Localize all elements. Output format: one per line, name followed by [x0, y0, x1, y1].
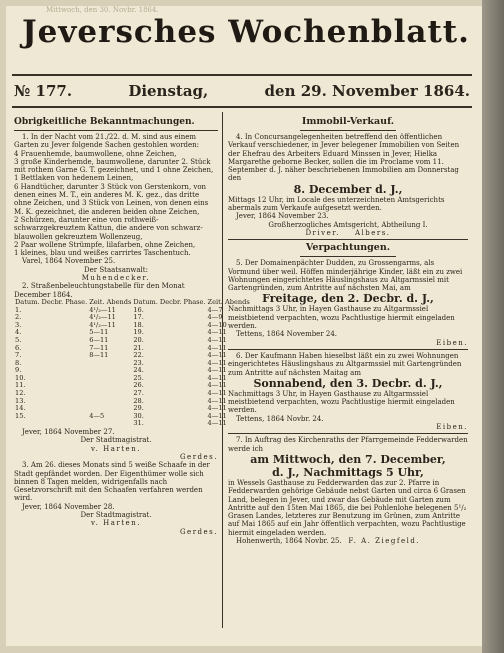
notice-1-signature: Muhendecker. [81, 274, 151, 283]
table-cell [88, 420, 132, 428]
notice-5-continued: Nachmittags 3 Uhr, in Hayen Gasthause zu Altgarmssiel meistbietend verpachten, wozu Pachtlustige hiermit eingeladen werden. [228, 305, 455, 331]
table-cell: 15. [15, 411, 26, 420]
table-cell: 4—10 [207, 320, 227, 329]
masthead-title: Jeversches Wochenblatt. [22, 14, 470, 50]
notice-1-item: 6 Handtücher, darunter 3 Stück von Gerstenkorn, von denen eines M. T., ein anderes M. K. gez., das dritte ohne Zeichen, und 3 Stück von Leinen, von denen eins M. K. gezeichnet, die anderen beiden ohne Zeichen, [14, 182, 209, 216]
notice-4-body: In Concursangelegenheiten betreffend den öffentlichen Verkauf verschiedener, in Jever belegener Immobilien von Seiten der Ehefrau des Arbeiters Eduard Minssen in Jever, Hielka Margarethe geborne Becker, sollen die im Proclame vom 11. September d. J. näher beschriebenen Immobilien am Donnerstag den [228, 133, 460, 183]
notice-6-text: 6. Der Kaufmann Haben hieselbst läßt ein zu zwei Wohnungen eingerichtetes Häuslingshaus zu Altgarmssiel mit Gartengründen zum Antritte auf nächsten Maitag am [228, 351, 462, 377]
notice-4-signature [228, 229, 468, 237]
table-cell [88, 367, 132, 375]
table-cell: 4—11 [207, 419, 227, 428]
table-cell [88, 382, 132, 390]
table-cell: 4—11 [207, 358, 227, 367]
page-edge-shadow [482, 0, 504, 653]
table-cell: 4—11 [207, 389, 227, 398]
table-cell [183, 405, 207, 413]
property-sale-heading: Immobil-Verkauf. [301, 116, 395, 127]
table-cell: 4—11 [207, 373, 227, 382]
table-cell: 8. [15, 358, 22, 367]
table-header: Phase. [183, 297, 206, 306]
notice-7-signature: F. A. Ziegfeld. [348, 536, 421, 545]
notice-3-office: Der Stadtmagistrat. [80, 511, 152, 519]
table-cell [183, 413, 207, 421]
notice-4-date: Jever, 1864 November 23. [236, 212, 329, 221]
notice-7-date [228, 537, 468, 545]
table-cell: 10. [15, 373, 26, 382]
table-cell: 16. [133, 305, 144, 314]
notice-1-office: Der Staatsanwalt: [84, 265, 148, 274]
table-cell: 4—11 [207, 404, 227, 413]
table-cell [64, 337, 88, 345]
official-notices-heading: Obrigkeitliche Bekanntmachungen. [14, 117, 195, 127]
table-cell: 4¹/₂—11 [89, 313, 116, 322]
notice-1-item: 1 Bettlaken von hedenem Leinen, [14, 174, 134, 183]
table-cell [64, 345, 88, 353]
issue-rule [12, 106, 472, 108]
table-cell: 11. [15, 381, 26, 390]
table-cell: 5. [15, 335, 22, 344]
table-cell: 21. [133, 343, 144, 352]
section-rule [228, 239, 468, 240]
notice-1-item: 3 große Kinderhemde, baumwollene, darunter 2. Stück mit rothem Garne G. T. gezeichnet, und 1 ohne Zeichen, [14, 157, 214, 175]
notice-3-date: Jever, 1864 November 28. [22, 502, 115, 511]
notice-7-date-highlight: am Mittwoch, den 7. December, [250, 452, 446, 466]
table-cell: 28. [133, 396, 144, 405]
table-cell: 4. [15, 328, 22, 337]
table-cell: 8—11 [89, 351, 109, 360]
table-cell: 17. [133, 313, 144, 322]
table-cell: 12. [15, 389, 26, 398]
table-header: Datum. Decbr. [15, 297, 64, 306]
notice-5-date: Tettens, 1864 November 24. [236, 330, 338, 339]
notice-5-date-highlight: Freitage, den 2. Decbr. d. J., [262, 292, 434, 306]
table-cell [183, 382, 207, 390]
notice-3-countersign: Gerdes. [179, 527, 218, 536]
table-cell [64, 413, 88, 421]
table-cell: 22. [133, 351, 144, 360]
table-cell: 4¹/₂—11 [89, 305, 116, 314]
notice-1-item: 4 Frauenhemde, baumwollene, ohne Zeichen, [14, 149, 177, 158]
table-cell [183, 322, 207, 330]
table-row [14, 420, 251, 428]
table-cell [183, 367, 207, 375]
table-cell [183, 375, 207, 383]
table-cell [64, 398, 88, 406]
section-rule [228, 433, 468, 434]
notice-3-text: 3. Am 26. dieses Monats sind 5 weiße Schaafe in der Stadt gepfändet worden. Der Eigenthümer wolle sich binnen 8 Tagen melden, widrigenfalls nach Gesetzvorschrift mit den Schaafen verfahren werden wird. [14, 461, 210, 503]
table-cell [88, 375, 132, 383]
table-cell [14, 420, 64, 428]
table-cell [64, 375, 88, 383]
table-cell: 19. [133, 328, 144, 337]
table-cell [64, 307, 88, 315]
notice-7-time-highlight: d. J., Nachmittags 5 Uhr, [272, 465, 424, 479]
table-cell [88, 398, 132, 406]
heading-rule [300, 256, 396, 257]
notice-2-countersign: Gerdes. [179, 452, 218, 461]
table-cell [64, 360, 88, 368]
table-cell: 3. [15, 320, 22, 329]
notice-4-sign-name: Driver. [305, 228, 341, 237]
table-cell: 4—11 [207, 396, 227, 405]
table-cell [183, 307, 207, 315]
section-rule [228, 349, 468, 350]
table-cell: 18. [133, 320, 144, 329]
lighting-table [14, 299, 251, 428]
notice-4-text [228, 133, 468, 183]
notice-5-text: 5. Der Domainenpächter Dudden, zu Grossengarms, als Vormund über weil. Höffen minderjährige Kinder, läßt ein zu zwei Wohnungen eingerichtetes Häuslingshaus zu Altgarmssiel mit Gartengründen, zum Antritte auf nächsten Mai, am [228, 259, 463, 293]
table-cell: 4—11 [207, 381, 227, 390]
table-cell: 4—11 [207, 335, 227, 344]
table-cell [64, 314, 88, 322]
table-cell [183, 345, 207, 353]
table-cell [64, 382, 88, 390]
table-cell: 4—11 [207, 351, 227, 360]
table-cell [88, 360, 132, 368]
notice-4-number: 4. [236, 133, 243, 141]
notice-2-office: Der Stadtmagistrat. [80, 436, 152, 445]
table-cell: 7. [15, 351, 22, 360]
table-cell [183, 337, 207, 345]
left-column [14, 116, 250, 628]
table-cell [183, 390, 207, 398]
notice-1-item: 2 Schürzen, darunter eine von rothweiß-schwarzgekreuztem Kattun, die andere von schwarz-blauwollen gekreuztem Wollenzeug, [14, 215, 203, 241]
issue-number: № 177. [14, 82, 73, 100]
table-cell [64, 405, 88, 413]
table-cell [183, 329, 207, 337]
notice-7-continued: in Wessels Gasthause zu Fedderwarden das zur 2. Pfarre in Fedderwarden gehörige Gebäude nebst Garten und circa 6 Grasen Land, belegen in Jever, und zwar das Gebäude mit Garten zum Antritte auf den 15ten Mai 1865, die bei Pohlenlohe belegenen 5¹/₂ Grasen Landes, letzteres zur Benutzung im Grünen, zum Antritte auf Mai 1865 auf ein Jahr öffentlich verpachten, wozu Pachtlustige hiermit eingeladen werden. [228, 478, 467, 537]
table-cell [183, 352, 207, 360]
notice-4-continued: Mittags 12 Uhr, im Locale des unterzeichneten Amtsgerichts abermals zum Verkaufe aufgesetzt werden. [228, 195, 445, 213]
table-cell: 4—11 [207, 366, 227, 375]
table-cell [183, 360, 207, 368]
table-cell [64, 367, 88, 375]
notice-1-date: Varel, 1864 November 25. [22, 257, 116, 266]
table-cell: 13. [15, 396, 26, 405]
table-cell: 6. [15, 343, 22, 352]
notice-2-date: Jever, 1864 November 27. [22, 428, 115, 437]
table-cell: 25. [133, 373, 144, 382]
table-cell: 29. [133, 404, 144, 413]
table-cell [64, 390, 88, 398]
table-cell: 14. [15, 404, 26, 413]
table-cell: 6—11 [89, 335, 109, 344]
notice-6-date-highlight: Sonnabend, den 3. Decbr. d. J., [253, 376, 443, 390]
table-cell: 1. [15, 305, 22, 314]
notice-1-intro: 1. In der Nacht vom 21./22. d. M. sind aus einem Garten zu Jever folgende Sachen gestohlen worden: [14, 133, 200, 150]
table-cell: 4—11 [207, 343, 227, 352]
notice-6-signature: Eiben. [436, 423, 468, 432]
notice-4-date-highlight: 8. December d. J., [293, 182, 403, 196]
table-cell: 4—5 [89, 411, 105, 420]
notice-5-signature: Eiben. [436, 338, 468, 347]
bleed-through-text: Mittwoch, den 30. Novbr. 1864. [46, 6, 159, 14]
table-cell: 5—11 [89, 328, 109, 337]
issue-line [14, 82, 470, 100]
table-cell [64, 322, 88, 330]
notice-1-item: 2 Paar wollene Strümpfe, lilafarben, ohne Zeichen, [14, 240, 196, 249]
notice-3-signature: v. Harten. [91, 519, 141, 528]
table-header: Phase. [65, 297, 88, 306]
table-cell: 4—9 [207, 313, 223, 322]
issue-date: den 29. November 1864. [264, 82, 470, 100]
table-cell: 26. [133, 381, 144, 390]
table-cell [183, 420, 207, 428]
notice-7-text: 7. In Auftrag des Kirchenraths der Pfarrgemeinde Fedderwarden werde ich [228, 436, 468, 453]
table-cell: 9. [15, 366, 22, 375]
table-header: Zeit. Abends [207, 297, 250, 306]
table-cell: 4—11 [207, 328, 227, 337]
notice-1-item: 1 kleines, blau und weißes carrirtes Taschentuch. [14, 249, 191, 258]
table-cell [64, 352, 88, 360]
table-cell [183, 398, 207, 406]
table-cell: 24. [133, 366, 144, 375]
table-cell: 23. [133, 358, 144, 367]
table-cell [88, 390, 132, 398]
notice-2-signature: v. Harten. [91, 444, 141, 453]
table-cell: 31. [133, 419, 144, 428]
table-cell: 7—11 [89, 343, 109, 352]
table-cell [64, 420, 88, 428]
table-header: Zeit. Abends [89, 297, 132, 306]
notice-2-text: 2. Straßenbeleuchtungstabelle für den Monat December 1864. [14, 282, 185, 299]
table-cell: 20. [133, 335, 144, 344]
notice-4-countersign: Albers. [354, 228, 391, 237]
table-cell [183, 314, 207, 322]
issue-day: Dienstag, [128, 82, 209, 100]
table-cell: 27. [133, 389, 144, 398]
heading-rule [14, 130, 218, 131]
table-cell: 30. [133, 411, 144, 420]
notice-6-date: Tettens, 1864 Novbr. 24. [236, 414, 324, 423]
notice-7-place-date: Hohenwerth, 1864 Novbr. 25. [236, 536, 342, 545]
table-cell: 4—11 [207, 411, 227, 420]
leases-heading: Verpachtungen. [305, 242, 391, 254]
table-cell: 4¹/₂—11 [89, 320, 116, 329]
notice-4-office: Großherzogliches Amtsgericht, Abtheilung I. [268, 220, 428, 229]
table-cell: 2. [15, 313, 22, 322]
table-header: Datum. Decbr. [133, 297, 182, 306]
table-cell: 4—7 [207, 305, 223, 314]
notice-6-continued: Nachmittags 3 Uhr, in Hayen Gasthause zu Altgarmssiel meistbietend verpachten, wozu Pachtlustige hiermit eingeladen werden. [228, 389, 455, 415]
right-column [228, 116, 468, 628]
masthead-rule [12, 74, 472, 76]
heading-rule [300, 130, 396, 131]
table-cell [64, 329, 88, 337]
